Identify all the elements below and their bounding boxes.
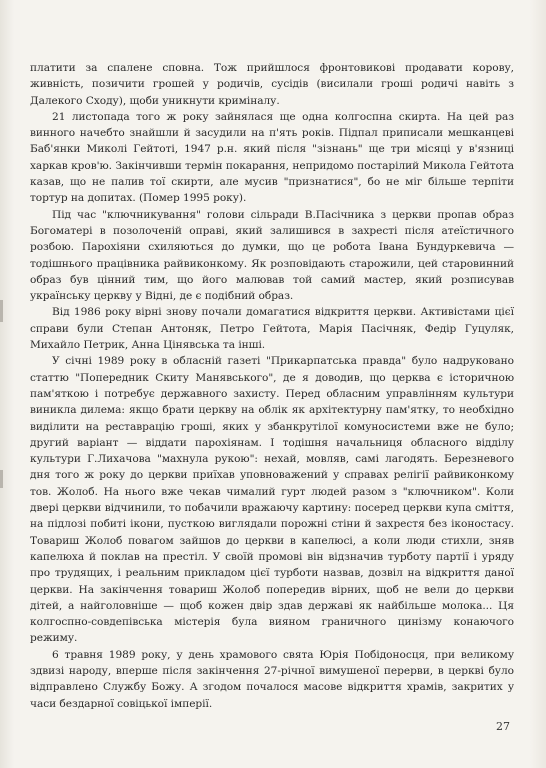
paragraph: 21 листопада того ж року зайнялася ще одна колгоспна скирта. На цей раз винного начебто знайшли й засудили на п'ять років. Підпал приписали мешканцеві Баб'янки Миколі Гейтоті, 1947 р.н. який після "зізнань" ще три місяці у в'язниці харкав кров'ю. Закінчивши термін покарання, непридомо постарілий Микола Гейтота казав, що не палив тої скирти, але мусив "признатися", бо не міг більше терпіти тортур на допитах. (Помер 1995 року).	[30, 110, 514, 205]
paragraph: У січні 1989 року в обласній газеті "Прикарпатська правда" було надруковано статтю "Попередник Скиту Манявського", де я доводив, що церква є історичною пам'яткою і потребує державного захисту. Перед обласним управлінням культури виникла дилема: якщо брати церкву на облік як архітектурну пам'ятку, то необхідно виділити на реставрацію гроші, яких у збанкрутілої комуносистеми вже не було; другий варіант — віддати парохіянам. І тодішня начальниця обласного відділу культури Г.Лихачова "махнула рукою": нехай, мовляв, самі лагодять. Березневого дня того ж року до церкви приїхав уповноважений у справах релігії райвиконкому тов. Жолоб. На нього вже чекав чималий гурт людей разом з "ключником". Коли двері церкви відчинили, то побачили вражаючу картину: посеред церкви купа сміття, на підлозі побиті ікони, пусткою виглядали порожні стіни й захрестя без іконостасу. Товариш Жолоб повагом зайшов до церкви в капелюсі, а коли люди стихли, зняв капелюха й поклав на престіл. У своїй промові він відзначив турботу партії і уряду про трудящих, і реальним прикладом цієї турботи назвав, дозвіл на відкриття даної церкви. На закінчення товариш Жолоб попередив вірних, щоб не вели до церкви дітей, а найголовніше — щоб кожен двір здав державі як найбільше молока... Ця колгоспно-совдепівська містерія була вияном граничного цинізму конаючого режиму.	[30, 355, 514, 645]
binding-edge-mark	[0, 300, 3, 322]
paragraph: 6 травня 1989 року, у день храмового свята Юрія Побідоносця, при великому здвизі народу, вперше після закінчення 27-річної вимушеної перерви, в церкві було відправлено Службу Божу. А згодом почалося масове відкриття храмів, закритих у часи бездарної совіцької імперії.	[30, 648, 514, 710]
page-number: 27	[496, 720, 510, 733]
paragraph: Від 1986 року вірні знову почали домагатися відкриття церкви. Активістами цієї справи були Степан Антоняк, Петро Гейтота, Марія Пасічняк, Федір Гуцуляк, Михайло Петрик, Анна Цінявська та інші.	[30, 306, 514, 352]
paragraph: платити за спалене сповна. Тож прийшлося фронтовикові продавати корову, живність, позичити грошей у родичів, сусідів (висилали гроші родичі навіть з Далекого Сходу), щоби уникнути криміналу.	[30, 62, 514, 107]
binding-edge-mark	[0, 470, 3, 488]
paragraph: Під час "ключникування" голови сільради В.Пасічника з церкви пропав образ Богоматері в позолоченій оправі, який залишився в захресті після атеїстичного розбою. Парохіяни схиляються до думки, що це робота Івана Бундуркевича — тодішнього працівника райвиконкому. Як розповідають старожили, цей старовинний образ був цінний тим, що його малював той самий мастер, який розписував українську церкву у Відні, де є подібний образ.	[30, 208, 514, 303]
body-text	[30, 60, 514, 712]
